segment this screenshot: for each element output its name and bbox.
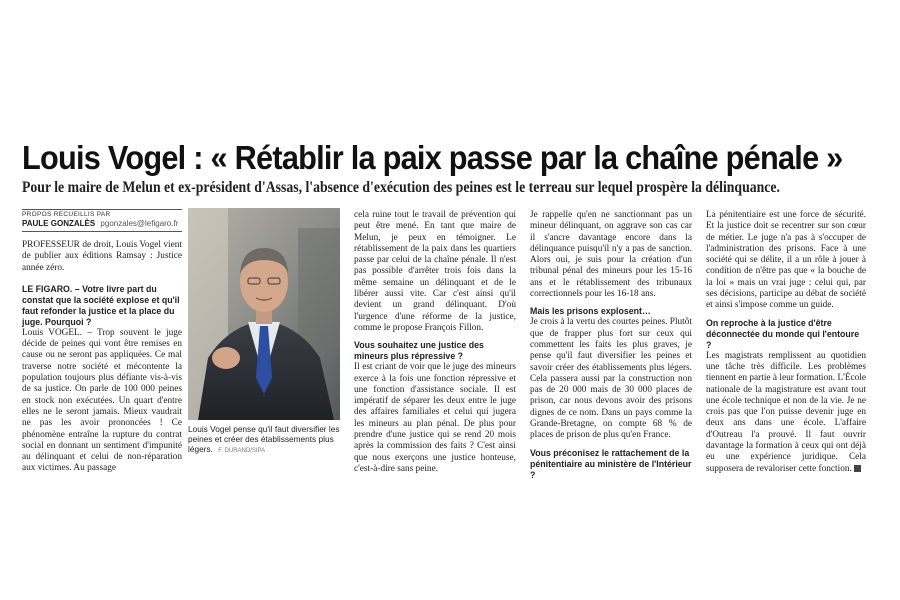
portrait-illustration <box>188 208 340 420</box>
answer-3: Je crois à la vertu des courtes peines. Plutôt que de frapper plus fort sur ceux qui commettent les faits les plus graves, je pense qu'il faut diversifier les peines et savoir créer des établissements plus légers. Cela passera aussi par la construction non pas de 20 000 mais de 30 000 places de prison, car nous devons avoir des prisons dignes de ce nom. Dans un pays comme la Grande-Bretagne, on compte 68 % de places de prison de plus qu'en France. <box>530 317 692 441</box>
question-4: Vous préconisez le rattachement de la pénitentiaire au ministère de l'Intérieur ? <box>530 447 692 480</box>
headline: Louis Vogel : « Rétablir la paix passe par la chaîne pénale » <box>22 139 843 176</box>
column-4 <box>706 210 866 475</box>
byline-rule-bottom <box>22 231 182 232</box>
question-2: Vous souhaitez une justice des mineurs plus répressive ? <box>354 340 484 362</box>
intro-paragraph: PROFESSEUR de droit, Louis Vogel vient de publier aux éditions Ramsay : Justice année zéro. <box>22 240 182 273</box>
answer-5 <box>706 351 866 475</box>
answer-2: Il est criant de voir que le juge des mineurs exerce à la fois une fonction répressive et une fonction d'assistance sociale. Il est impératif de séparer les deux entre le juge des affaires familiales et celui qui jugera les mineurs au plan pénal. De plus pour prendre d'une justice qui se rend 20 mois après la commission des faits ? C'est ainsi que nous exerçons une justice honteuse, c'est-à-dire sans peine. <box>354 362 516 474</box>
column-3 <box>530 210 692 481</box>
paragraph-2a: cela ruine tout le travail de prévention qui peut être mené. En tant que maire de Melun, je peux en témoigner. Le rétablissement de la paix dans les quartiers passe par celui de la chaîne pénale. Il n'est pas possible d'arrêter trois fois dans la même semaine un délinquant et de le libérer aussi vite. Car c'est ainsi qu'il devient un grand délinquant. D'où l'urgence d'une réforme de la justice, comme le propose François Fillon. <box>354 210 516 333</box>
photo-credit: F. DURAND/SIPA <box>218 448 266 454</box>
paragraph-3a: Je rappelle qu'en ne sanctionnant pas un mineur délinquant, on aggrave son cas car il s'ancre davantage encore dans la délinquance puisqu'il n'y a pas de sanction. Alors oui, je suis pour la création d'un tribunal pénal des mineurs pour les 15-16 ans et le rétablissement des tribunaux correctionnels pour les 16-18 ans. <box>530 210 692 300</box>
question-5: On reproche à la justice d'être déconnectée du monde qui l'entoure ? <box>706 317 860 350</box>
answer-1: Louis VOGEL. – Trop souvent le juge décide de peines qui vont être remises en cause ou ne seront pas appliquées. Ce mal traverse notre société et mécontente la population toujours plus défiante vis-à-vis de sa justice. On parle de 100 000 peines en stock non exécutées. Un quart d'entre elles ne le seront jamais. Mieux vaudrait ne pas les avoir prononcées ! Ce phénomène entraîne la rupture du contrat social en donnant un sentiment d'impunité au délinquant et celui de non-réparation aux victimes. Au passage <box>22 327 182 474</box>
column-1 <box>22 240 182 475</box>
answer-4: La pénitentiaire est une force de sécurité. Et la justice doit se recentrer sur son cœur de métier. Le juge n'a pas à s'occuper de l'administration des prisons. Face à une société qui se délite, il a un rôle à jouer à condition de n'être pas que « la bouche de la loi » mais un vrai juge : celui qui, par ses décisions, participe au débat de société et ainsi s'impose comme un guide. <box>706 210 866 311</box>
author-name: PAULE GONZALÈS <box>22 219 96 228</box>
caption-text: Louis Vogel pense qu'il faut diversifier les peines et créer des établissements plus légers. <box>188 424 340 454</box>
end-mark-icon <box>854 465 861 472</box>
question-3: Mais les prisons explosent… <box>530 306 651 317</box>
answer-5-text: Les magistrats remplissent au quotidien une tâche très difficile. Les problèmes tiennent en partie à leur formation. L'École nationale de la magistrature est avant tout une école technique et non de la vie. Je ne crois pas que l'on puisse devenir juge en deux ans dans une école. L'affaire d'Outreau l'a prouvé. Il faut ouvrir davantage la formation à ceux qui ont déjà eu une expérience juridique. Cela supposera de revaloriser cette fonction. <box>706 350 866 474</box>
question-1: LE FIGARO. – Votre livre part du constat que la société explose et qu'il faut refonder la justice et la place du juge. Pourquoi ? <box>22 283 180 327</box>
standfirst: Pour le maire de Melun et ex-président d'Assas, l'absence d'exécution des peines est le terreau sur lequel prospère la délinquance. <box>22 179 780 196</box>
author-email: pgonzales@lefigaro.fr <box>100 219 179 228</box>
portrait-photo <box>188 208 340 420</box>
byline-label: PROPOS RECUEILLIS PAR <box>22 211 111 218</box>
byline-rule <box>22 209 182 210</box>
byline <box>22 219 178 228</box>
column-2 <box>354 210 516 475</box>
photo-caption <box>188 424 348 456</box>
